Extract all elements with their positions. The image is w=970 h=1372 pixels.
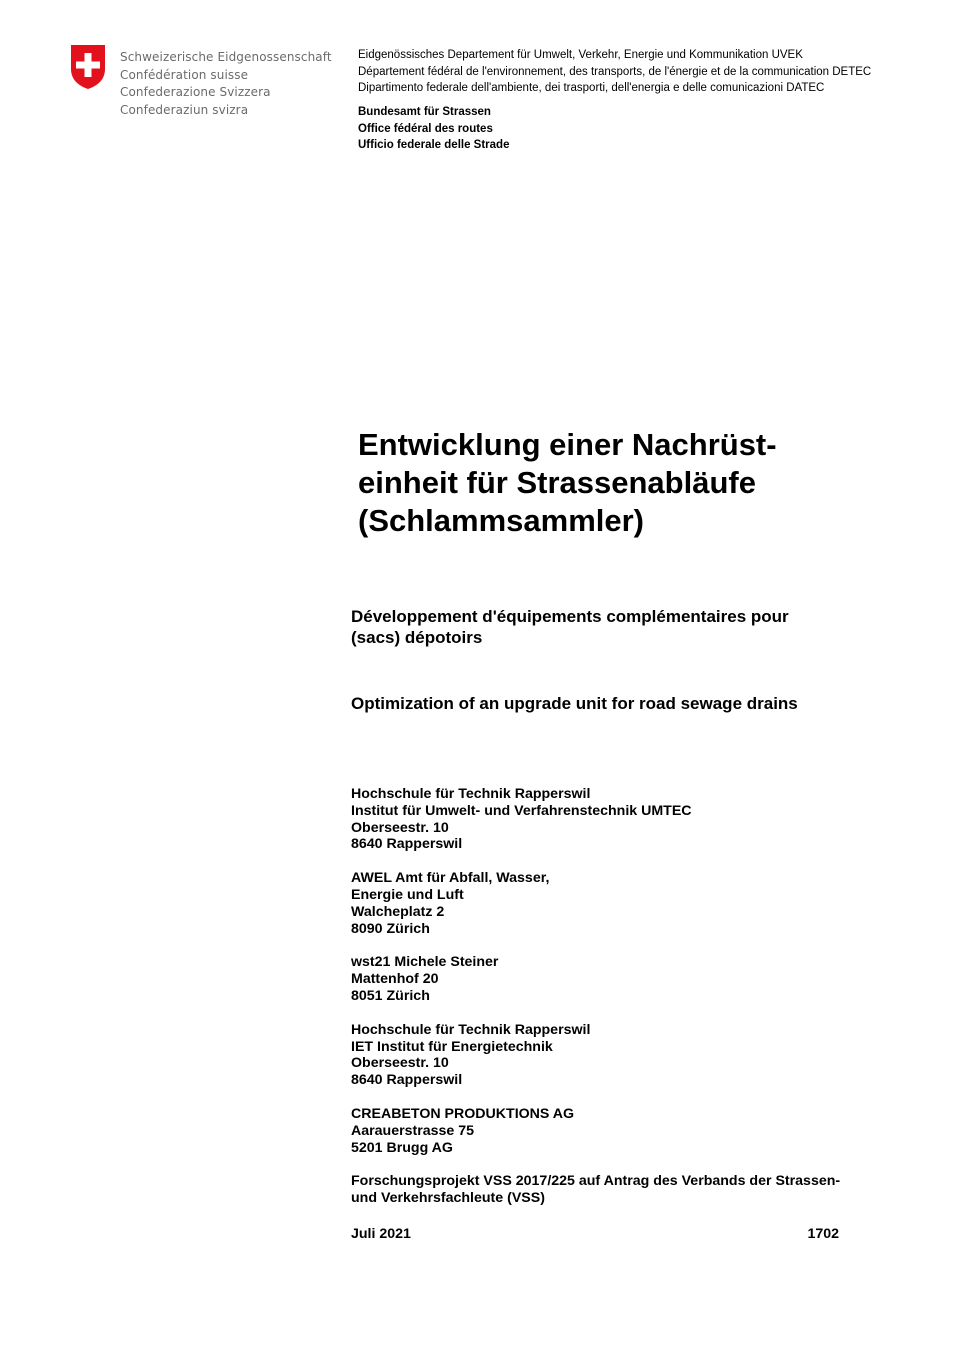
department-line-de: Eidgenössisches Departement für Umwelt, Verkehr, Energie und Kommunikation UVEK — [358, 49, 803, 61]
institution-block — [351, 1022, 951, 1089]
confederation-name-de: Schweizerische Eidgenossenschaft — [120, 50, 332, 64]
project-line: und Verkehrsfachleute (VSS) — [351, 1189, 545, 1206]
institution-line: IET Institut für Energietechnik — [351, 1038, 553, 1055]
institution-line: Institut für Umwelt- und Verfahrenstechnik UMTEC — [351, 802, 692, 819]
institution-line: Hochschule für Technik Rapperswil — [351, 786, 591, 802]
institution-line: Aarauerstrasse 75 — [351, 1122, 475, 1139]
institution-line: wst21 Michele Steiner — [351, 954, 499, 971]
institution-block — [351, 1106, 951, 1156]
swiss-confederation-logo — [70, 44, 360, 124]
institution-line: 8640 Rapperswil — [351, 1072, 463, 1089]
title-line: (Schlammsammler) — [358, 503, 645, 538]
institution-line: 8640 Rapperswil — [351, 836, 463, 853]
title-line: Entwicklung einer Nachrüst- — [358, 427, 777, 462]
report-number: 1702 — [807, 1226, 839, 1242]
department-line-it: Dipartimento federale dell'ambiente, dei trasporti, dell'energia e delle comunicazioni DATEC — [358, 82, 825, 94]
swiss-shield-icon — [70, 44, 106, 90]
confederation-name-it: Confederazione Svizzera — [120, 85, 271, 99]
institution-block — [351, 786, 951, 853]
institution-line: Oberseestr. 10 — [351, 819, 449, 836]
institution-line: Energie und Luft — [351, 886, 464, 903]
institution-line: AWEL Amt für Abfall, Wasser, — [351, 870, 550, 887]
confederation-names — [120, 49, 360, 119]
subtitle-french — [351, 606, 951, 648]
confederation-name-fr: Confédération suisse — [120, 67, 249, 82]
subtitle-fr-line: (sacs) dépotoirs — [351, 628, 483, 647]
institution-line: Walcheplatz 2 — [351, 903, 445, 920]
research-project-note — [351, 1173, 951, 1207]
institution-line: Hochschule für Technik Rapperswil — [351, 1021, 591, 1038]
institution-line: CREABETON PRODUKTIONS AG — [351, 1105, 575, 1122]
office-line-fr: Office fédéral des routes — [358, 122, 493, 135]
office-line-it: Ufficio federale delle Strade — [358, 139, 510, 151]
institution-line: Mattenhof 20 — [351, 971, 439, 988]
confederation-name-rm: Confederaziun svizra — [120, 102, 249, 117]
institution-block — [351, 870, 951, 937]
institution-line: 8090 Zürich — [351, 920, 430, 937]
department-block — [358, 47, 958, 97]
office-block — [358, 104, 758, 154]
project-line: Forschungsprojekt VSS 2017/225 auf Antrag des Verbands der Strassen- — [351, 1173, 841, 1189]
office-line-de: Bundesamt für Strassen — [358, 106, 491, 118]
report-title — [358, 426, 938, 540]
publication-date: Juli 2021 — [351, 1226, 411, 1242]
institution-block — [351, 954, 951, 1004]
institution-line: 5201 Brugg AG — [351, 1139, 453, 1156]
subtitle-english: Optimization of an upgrade unit for road sewage drains — [351, 694, 798, 713]
title-line: einheit für Strassenabläufe — [358, 465, 756, 500]
department-line-fr: Département fédéral de l'environnement, des transports, de l'énergie et de la communication DETEC — [358, 65, 872, 78]
institution-line: Oberseestr. 10 — [351, 1055, 449, 1072]
subtitle-fr-line: Développement d'équipements complémentaires pour — [351, 607, 789, 626]
institutions-list — [351, 786, 951, 1173]
institution-line: 8051 Zürich — [351, 987, 430, 1004]
